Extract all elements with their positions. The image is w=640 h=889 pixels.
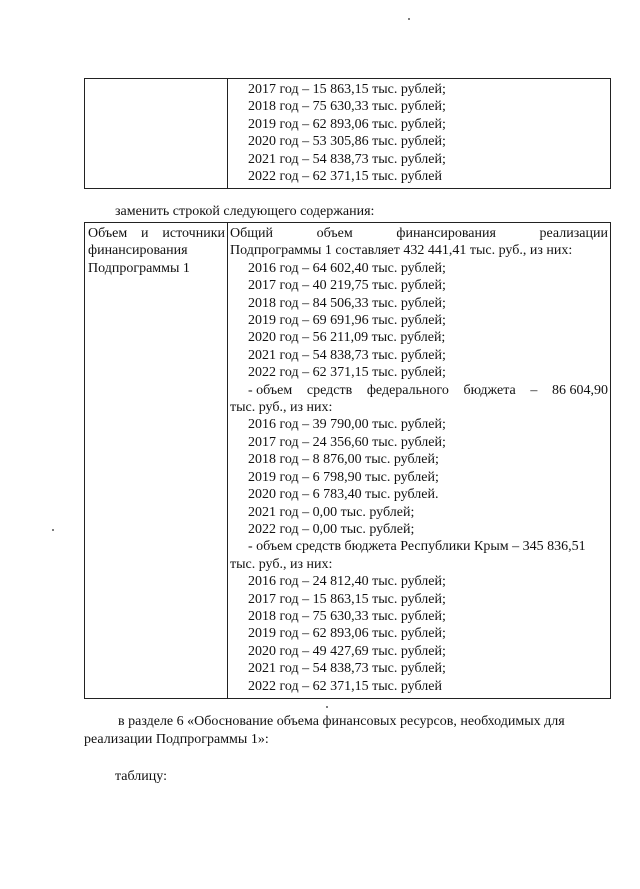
year-line: 2016 год – 64 602,40 тыс. рублей; (248, 260, 446, 276)
heading-word: средств (306, 382, 353, 398)
top-year-list (228, 81, 610, 185)
total-heading-line (228, 225, 610, 242)
federal-heading-line (228, 382, 610, 399)
funding-label: Объем и источники финансирования Подпрограммы 1 (88, 226, 225, 276)
federal-year-list (228, 416, 610, 538)
year-line: 2020 год – 53 305,86 тыс. рублей; (248, 134, 446, 150)
scan-speck (326, 706, 328, 708)
heading-word: – (530, 382, 538, 398)
crimea-heading-line2: тыс. руб., из них: (230, 556, 333, 572)
year-line: 2018 год – 75 630,33 тыс. рублей; (248, 608, 446, 624)
year-line: 2022 год – 0,00 тыс. рублей; (248, 521, 415, 537)
year-line: 2021 год – 54 838,73 тыс. рублей; (248, 347, 446, 363)
year-line: 2021 год – 54 838,73 тыс. рублей; (248, 661, 446, 677)
crimea-year-list (228, 573, 610, 695)
federal-heading-line2: тыс. руб., из них: (230, 400, 333, 416)
year-line: 2017 год – 15 863,15 тыс. рублей; (248, 591, 446, 607)
main-table (84, 222, 611, 699)
total-year-list (228, 260, 610, 382)
year-line: 2019 год – 69 691,96 тыс. рублей; (248, 313, 446, 329)
year-line: 2022 год – 62 371,15 тыс. рублей (248, 169, 442, 185)
year-line: 2017 год – 24 356,60 тыс. рублей; (248, 434, 446, 450)
year-line: 2018 год – 8 876,00 тыс. рублей; (248, 452, 439, 468)
scan-speck (408, 18, 410, 20)
heading-word: - объем (248, 382, 293, 398)
main-table-right-cell (228, 223, 611, 699)
top-table-right-cell (228, 79, 611, 189)
year-line: 2017 год – 15 863,15 тыс. рублей; (248, 82, 446, 97)
heading-word: бюджета (463, 382, 516, 398)
section-paragraph-line2: реализации Подпрограммы 1»: (84, 732, 269, 747)
year-line: 2020 год – 6 783,40 тыс. рублей. (248, 487, 439, 503)
year-line: 2016 год – 24 812,40 тыс. рублей; (248, 574, 446, 590)
main-table-left-cell (85, 223, 228, 699)
table-label: таблицу: (115, 769, 167, 784)
section-paragraph-line1: в разделе 6 «Обоснование объема финансовых ресурсов, необходимых для (118, 714, 565, 729)
heading-word: объем (316, 226, 353, 241)
year-line: 2021 год – 0,00 тыс. рублей; (248, 504, 415, 520)
year-line: 2019 год – 62 893,06 тыс. рублей; (248, 116, 446, 132)
year-line: 2018 год – 84 506,33 тыс. рублей; (248, 295, 446, 311)
heading-word: реализации (539, 226, 608, 241)
year-line: 2020 год – 49 427,69 тыс. рублей; (248, 643, 446, 659)
year-line: 2017 год – 40 219,75 тыс. рублей; (248, 278, 446, 294)
year-line: 2016 год – 39 790,00 тыс. рублей; (248, 417, 446, 433)
total-heading-line2: Подпрограммы 1 составляет 432 441,41 тыс. руб., из них: (230, 243, 573, 259)
top-table-left-cell (85, 79, 228, 189)
heading-word: 86 604,90 (552, 382, 608, 398)
heading-word: финансирования (396, 226, 496, 241)
year-line: 2019 год – 62 893,06 тыс. рублей; (248, 626, 446, 642)
heading-word: федерального (366, 382, 449, 398)
year-line: 2022 год – 62 371,15 тыс. рублей; (248, 365, 446, 381)
year-line: 2019 год – 6 798,90 тыс. рублей; (248, 469, 439, 485)
heading-word: Общий (230, 226, 273, 241)
year-line: 2022 год – 62 371,15 тыс. рублей (248, 678, 442, 694)
replace-instruction: заменить строкой следующего содержания: (115, 204, 375, 219)
scan-speck (52, 529, 54, 531)
year-line: 2020 год – 56 211,09 тыс. рублей; (248, 330, 446, 346)
top-table (84, 78, 611, 189)
year-line: 2018 год – 75 630,33 тыс. рублей; (248, 99, 446, 115)
year-line: 2021 год – 54 838,73 тыс. рублей; (248, 151, 446, 167)
crimea-heading-line: - объем средств бюджета Республики Крым – 345 836,51 (248, 539, 586, 555)
